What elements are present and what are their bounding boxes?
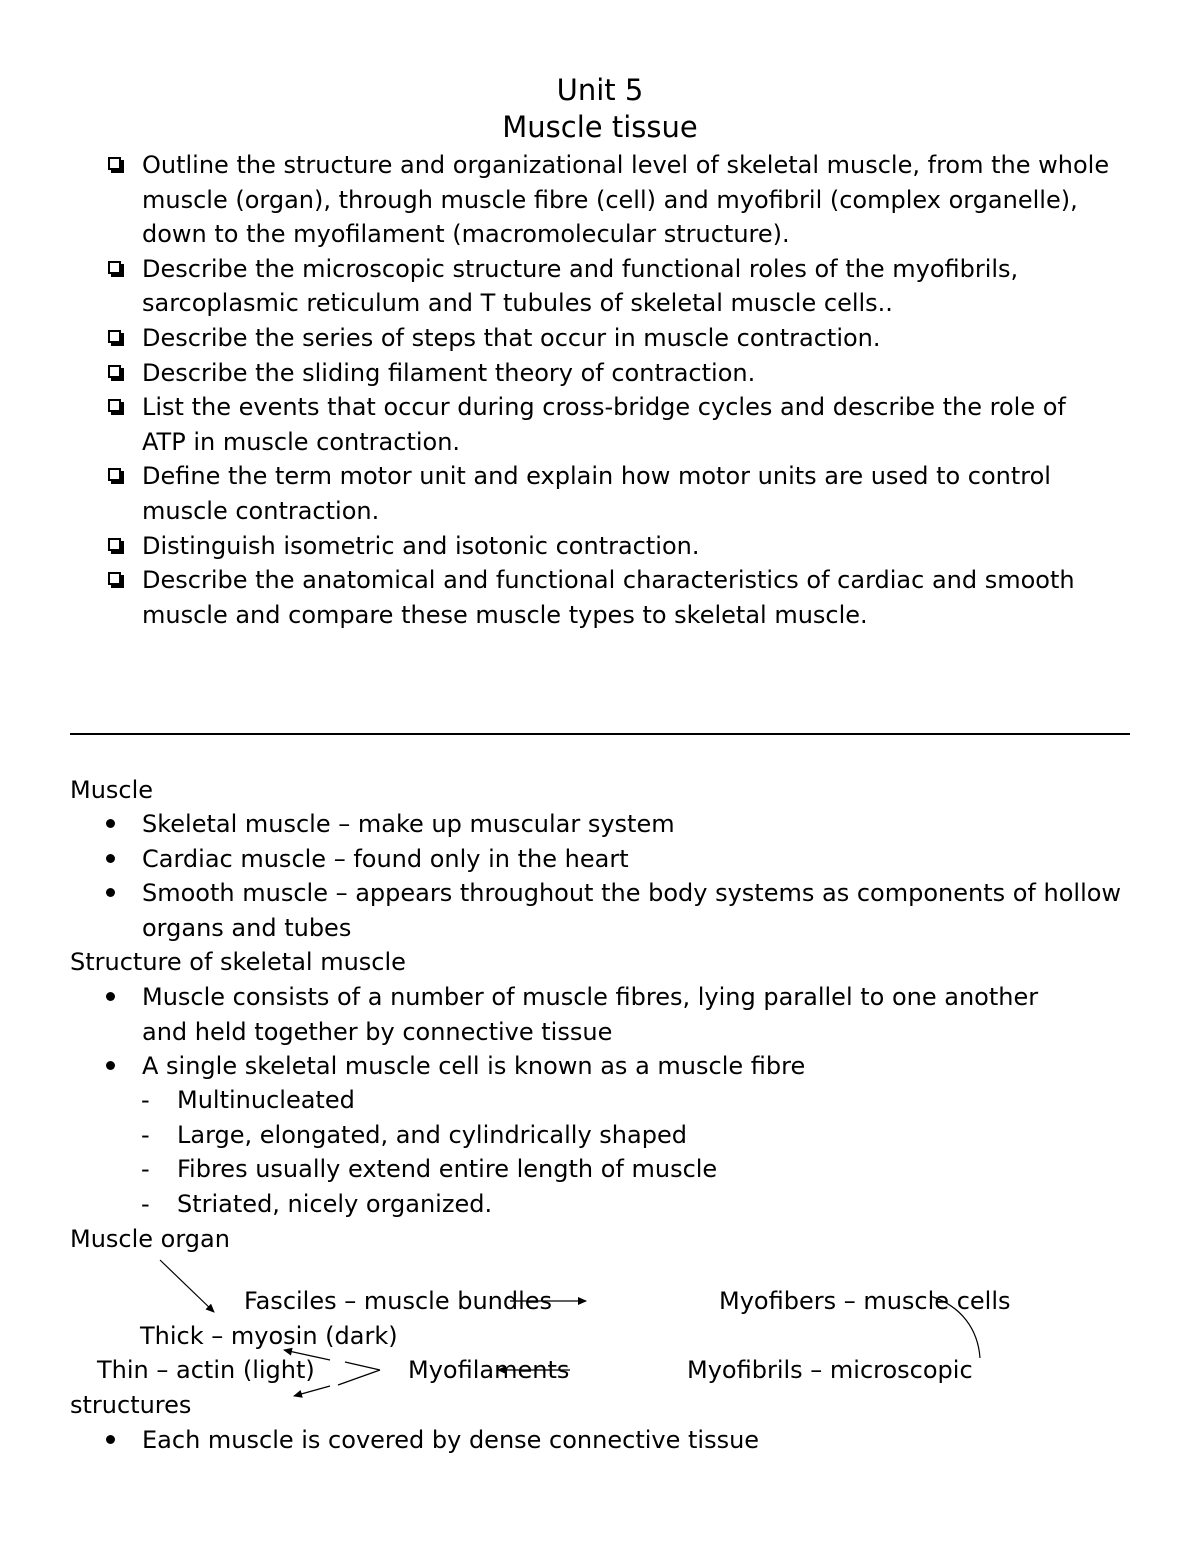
objective-text: Define the term motor unit and explain how motor units are used to control muscle contraction. xyxy=(142,462,1051,525)
arrow-to-structures xyxy=(294,1386,330,1396)
list-item-text: A single skeletal muscle cell is known as a muscle fibre xyxy=(142,1052,806,1081)
thick-filament-label: Thick – myosin (dark) xyxy=(140,1322,398,1350)
structure-heading: Structure of skeletal muscle xyxy=(70,948,406,976)
objective-text: Outline the structure and organizational level of skeletal muscle, from the whole muscle (organ), through muscle fibre (cell) and myofibril (complex organelle), down to the myofilament (macromolecular structure). xyxy=(142,151,1110,249)
arrow-organ-to-fascicles xyxy=(160,1260,214,1312)
muscle-heading: Muscle xyxy=(70,776,154,804)
muscle-organ-heading: Muscle organ xyxy=(70,1225,230,1253)
dash-marker: - xyxy=(141,1189,150,1218)
objective-text: Describe the sliding filament theory of contraction. xyxy=(142,358,756,387)
dash-marker: - xyxy=(141,1155,150,1184)
list-item-text: Large, elongated, and cylindrically shaped xyxy=(177,1120,687,1149)
myofibrils-label: Myofibrils – microscopic xyxy=(687,1356,973,1384)
arrow-myofilaments-to-thick-head xyxy=(338,1370,380,1385)
dash-marker: - xyxy=(141,1086,150,1114)
unit-subtitle: Muscle tissue xyxy=(502,110,698,144)
list-item-text: Fibres usually extend entire length of muscle xyxy=(177,1155,718,1184)
thin-filament-label: Thin – actin (light) xyxy=(97,1356,315,1384)
objective-text: Describe the microscopic structure and functional roles of the myofibrils, sarcoplasmic reticulum and T tubules of skeletal muscle cells.. xyxy=(142,254,1019,318)
unit-title: Unit 5 xyxy=(556,73,644,107)
structures-label: structures xyxy=(70,1391,192,1419)
objective-text: Describe the series of steps that occur in muscle contraction. xyxy=(142,323,881,352)
objective-text: Describe the anatomical and functional characteristics of cardiac and smooth muscle and compare these muscle types to skeletal muscle. xyxy=(142,566,1075,629)
organ-list xyxy=(104,1423,1144,1458)
myofilaments-label: Myofilaments xyxy=(408,1356,570,1384)
list-item-text: Skeletal muscle – make up muscular system xyxy=(142,810,675,838)
arrow-myofilaments-to-thin xyxy=(345,1362,380,1370)
list-item-text: Muscle consists of a number of muscle fibres, lying parallel to one another and held together by connective tissue xyxy=(142,983,1039,1046)
objective-text: List the events that occur during cross-bridge cycles and describe the role of ATP in muscle contraction. xyxy=(142,393,1066,456)
dash-marker: - xyxy=(141,1120,150,1149)
list-item xyxy=(104,1423,1144,1458)
myofibers-label: Myofibers – muscle cells xyxy=(719,1287,1011,1315)
list-item-text: Smooth muscle – appears throughout the body systems as components of hollow organs and tubes xyxy=(142,879,1122,942)
list-item-text: Striated, nicely organized. xyxy=(177,1189,493,1218)
list-item-text: Each muscle is covered by dense connective tissue xyxy=(142,1426,760,1454)
list-item-text: Multinucleated xyxy=(177,1086,355,1114)
arrow-to-thick xyxy=(284,1350,330,1360)
fascicles-label: Fasciles – muscle bundles xyxy=(244,1287,553,1315)
list-item-text: Cardiac muscle – found only in the heart xyxy=(142,844,629,873)
bullet-icon xyxy=(106,1435,115,1444)
arrow-myofibers-to-myofibrils xyxy=(930,1296,980,1358)
objective-text: Distinguish isometric and isotonic contraction. xyxy=(142,531,700,560)
